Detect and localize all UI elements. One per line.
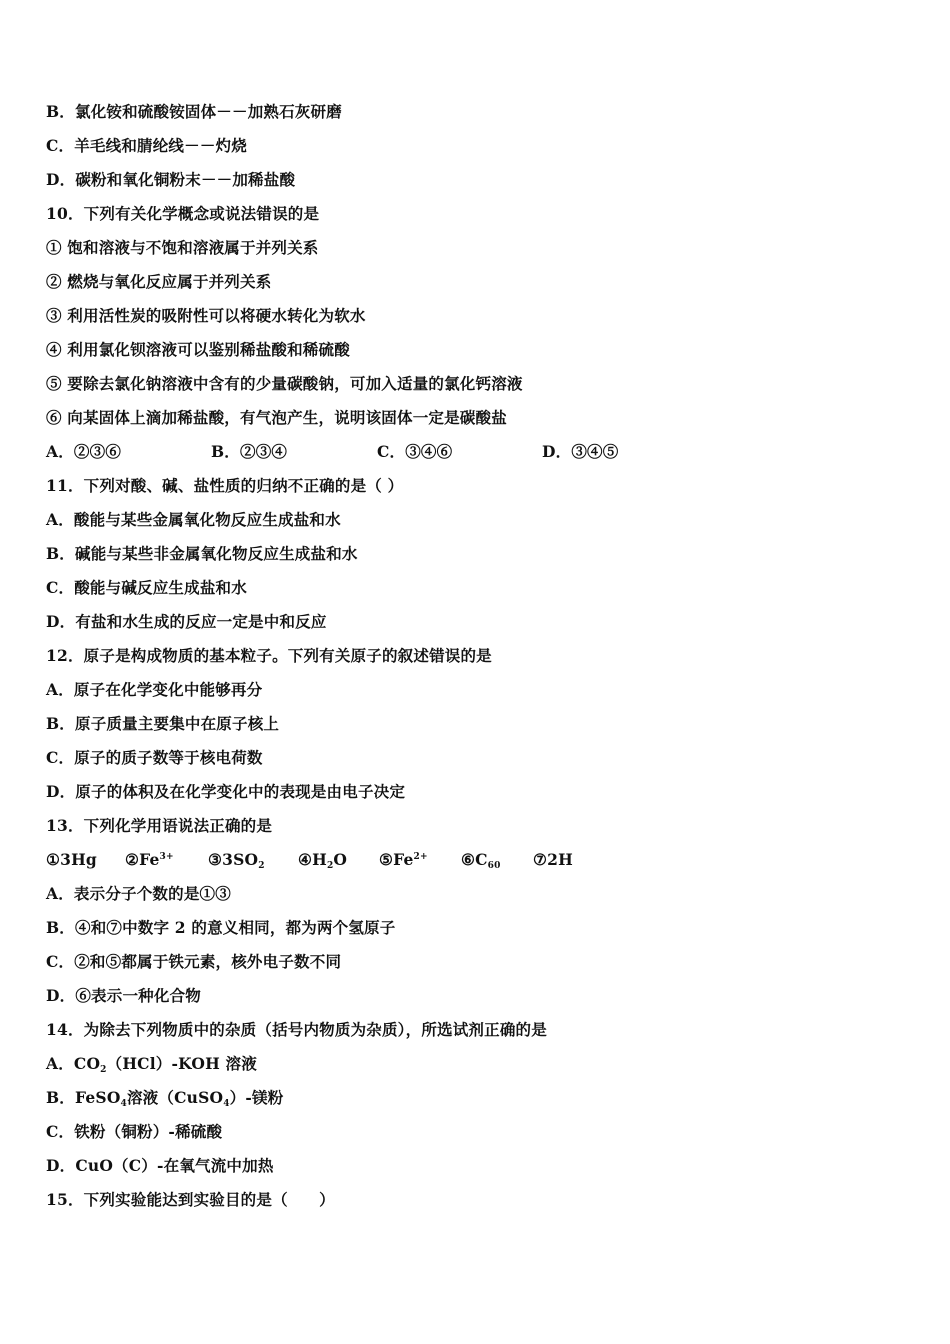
q13-formula-5-charge: 2+ [413,852,428,862]
q10-statement-6: ⑥ 向某固体上滴加稀盐酸，有气泡产生，说明该固体一定是碳酸盐 [46,408,507,427]
q12-option-c: C．原子的质子数等于核电荷数 [46,748,263,767]
q14-option-a-subscript: 2 [100,1065,107,1075]
q13-formula-5 [379,848,428,872]
q10-stem: 10．下列有关化学概念或说法错误的是 [46,204,320,223]
q13-formula-3-base: ③3SO [208,850,259,869]
q10-statement-2: ② 燃烧与氧化反应属于并列关系 [46,272,272,291]
q12-stem: 12．原子是构成物质的基本粒子。下列有关原子的叙述错误的是 [46,646,492,665]
q14-option-a-part2: （HCl）-KOH 溶液 [106,1054,257,1073]
q14-option-a-part1: A．CO [46,1054,101,1073]
q11-stem: 11．下列对酸、碱、盐性质的归纳不正确的是（ ） [46,476,404,495]
q14-option-c: C．铁粉（铜粉）-稀硫酸 [46,1122,223,1141]
q14-option-b-subscript-1: 4 [120,1099,127,1109]
q12-option-a: A．原子在化学变化中能够再分 [46,680,263,699]
q14-option-b-part2: 溶液（CuSO [126,1088,224,1107]
q10-option-a: A．②③⑥ [46,442,122,461]
q14-option-a [46,1052,257,1076]
q13-formula-3 [208,848,265,872]
q10-statement-3: ③ 利用活性炭的吸附性可以将硬水转化为软水 [46,306,366,325]
q9-option-b: B．氯化铵和硫酸铵固体－－加熟石灰研磨 [46,102,342,121]
q13-formula-3-subscript: 2 [258,861,265,871]
q13-option-c: C．②和⑤都属于铁元素，核外电子数不同 [46,952,342,971]
q14-option-b [46,1086,283,1110]
q10-options-row [46,440,666,464]
q13-formula-7: ⑦2H [533,850,573,869]
q13-option-b: B．④和⑦中数字 2 的意义相同，都为两个氢原子 [46,918,396,937]
q13-formula-2 [125,848,174,872]
q13-formula-6 [461,848,501,872]
q10-option-c: C．③④⑥ [377,442,453,461]
q13-option-a: A．表示分子个数的是①③ [46,884,231,903]
q13-formula-6-base: ⑥C [461,850,488,869]
q11-option-d: D．有盐和水生成的反应一定是中和反应 [46,612,327,631]
q10-statement-4: ④ 利用氯化钡溶液可以鉴别稀盐酸和稀硫酸 [46,340,350,359]
q13-formula-4-tail: O [333,850,348,869]
q15-stem: 15．下列实验能达到实验目的是（ ） [46,1190,335,1209]
q13-formula-2-charge: 3+ [159,852,174,862]
q13-formula-4 [298,848,347,872]
q14-option-b-part1: B．FeSO [46,1088,121,1107]
q11-option-b: B．碱能与某些非金属氧化物反应生成盐和水 [46,544,358,563]
q13-stem: 13．下列化学用语说法正确的是 [46,816,273,835]
q13-formula-4-base: ④H [298,850,327,869]
q14-option-d: D．CuO（C）-在氧气流中加热 [46,1156,274,1175]
q14-option-b-subscript-2: 4 [223,1099,230,1109]
q10-option-d: D．③④⑤ [542,442,619,461]
q10-statement-1: ① 饱和溶液与不饱和溶液属于并列关系 [46,238,319,257]
q13-option-d: D．⑥表示一种化合物 [46,986,201,1005]
q13-formulas-row [46,848,646,872]
q9-option-c: C．羊毛线和腈纶线－－灼烧 [46,136,247,155]
q10-option-b: B．②③④ [211,442,288,461]
q14-stem: 14．为除去下列物质中的杂质（括号内物质为杂质），所选试剂正确的是 [46,1020,547,1039]
q14-option-b-part3: ）-镁粉 [229,1088,284,1107]
q12-option-d: D．原子的体积及在化学变化中的表现是由电子决定 [46,782,406,801]
q13-formula-4-subscript: 2 [326,861,334,871]
q13-formula-2-base: ②Fe [125,850,160,869]
q12-option-b: B．原子质量主要集中在原子核上 [46,714,280,733]
q10-statement-5: ⑤ 要除去氯化钠溶液中含有的少量碳酸钠，可加入适量的氯化钙溶液 [46,374,523,393]
q11-option-c: C．酸能与碱反应生成盐和水 [46,578,247,597]
q13-formula-6-subscript: 60 [487,861,501,871]
q9-option-d: D．碳粉和氧化铜粉末－－加稀盐酸 [46,170,296,189]
q13-formula-1: ①3Hg [46,850,97,869]
q11-option-a: A．酸能与某些金属氧化物反应生成盐和水 [46,510,341,529]
q13-formula-5-base: ⑤Fe [379,850,414,869]
